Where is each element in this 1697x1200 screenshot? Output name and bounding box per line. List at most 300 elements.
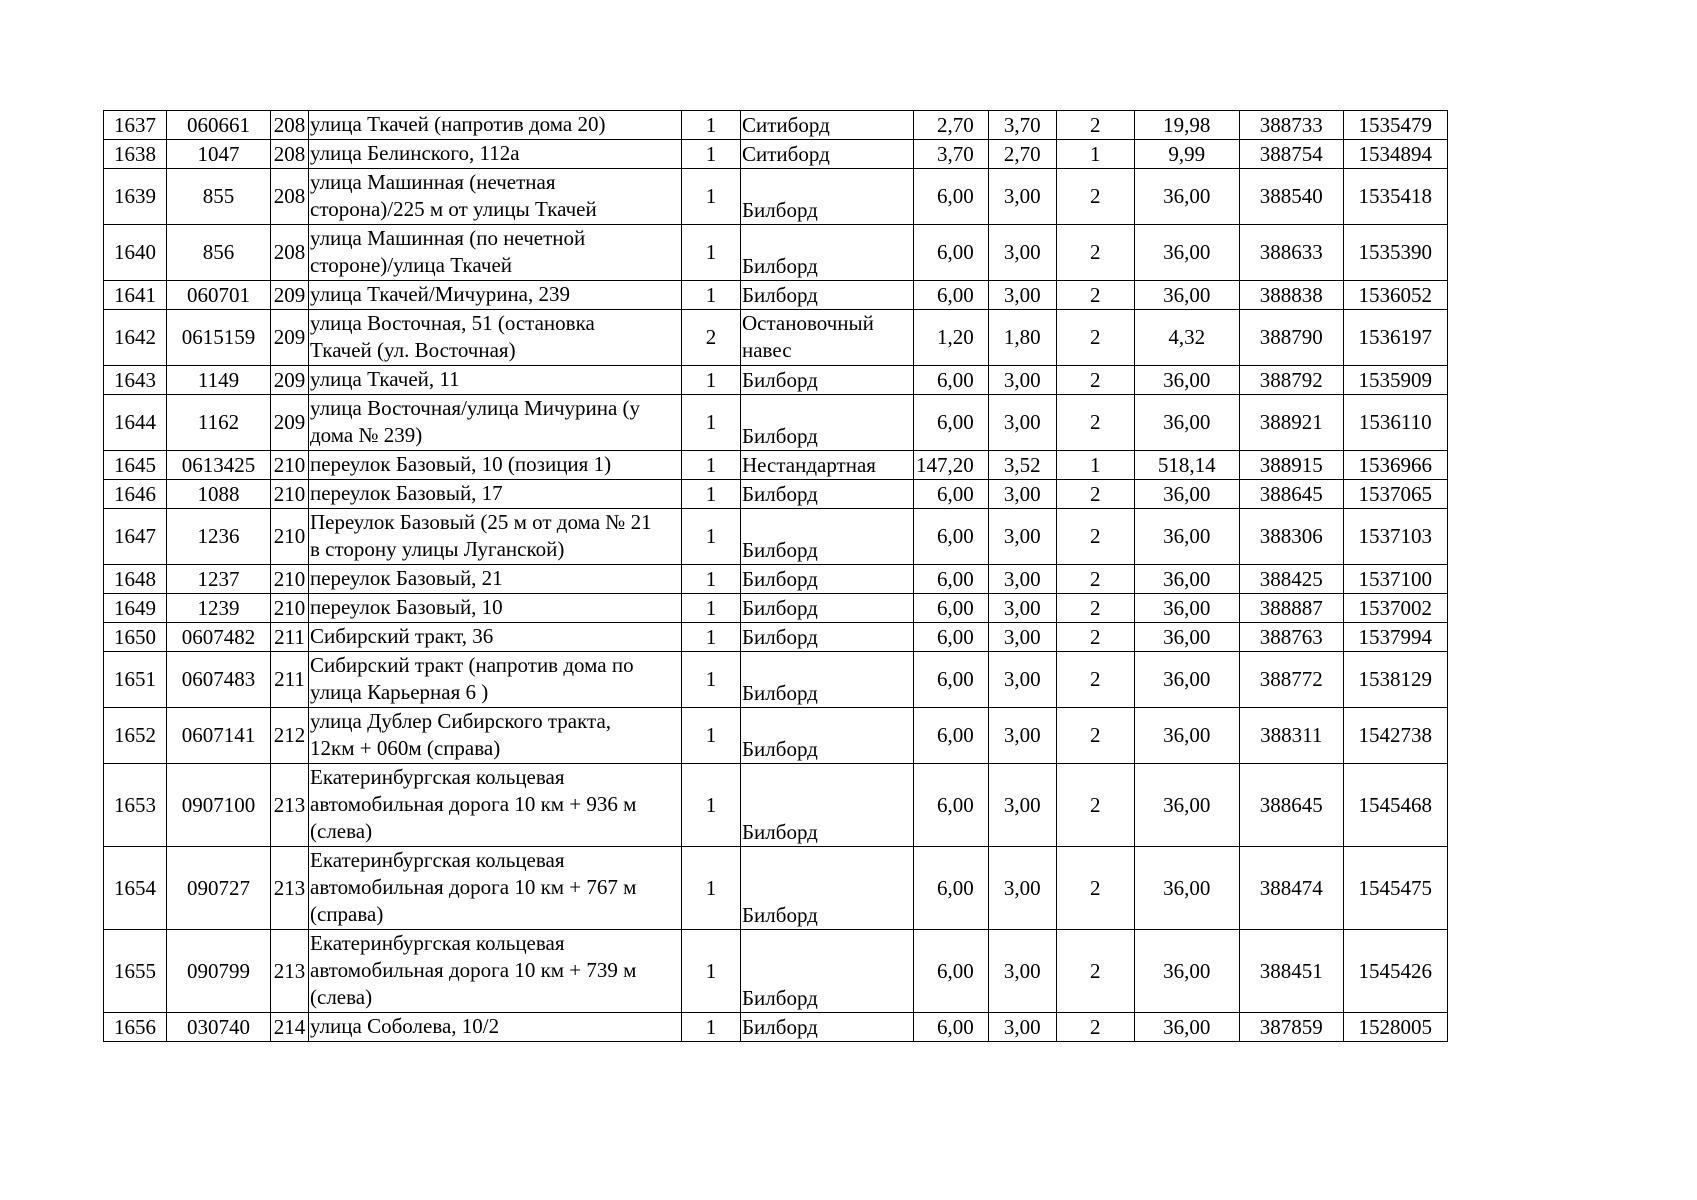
advertising-structures-table: [103, 110, 1448, 1042]
area-cell: 36,00: [1134, 169, 1239, 225]
address-line: автомобильная дорога 10 км + 767 м: [310, 875, 637, 899]
address-cell: [309, 225, 682, 281]
row-number-cell: 1640: [104, 225, 167, 281]
height-cell: 3,00: [988, 652, 1056, 708]
coord-y-cell: 1534894: [1343, 140, 1447, 169]
width-cell: 6,00: [914, 395, 989, 451]
structure-code-cell: 0907100: [167, 764, 271, 847]
row-number-cell: 1644: [104, 395, 167, 451]
sides-count-cell: 1: [682, 708, 741, 764]
area-cell: 36,00: [1134, 366, 1239, 395]
coord-x-cell: 388792: [1239, 366, 1343, 395]
address-line: автомобильная дорога 10 км + 739 м: [310, 958, 637, 982]
coord-x-cell: 388311: [1239, 708, 1343, 764]
coord-y-cell: 1536110: [1343, 395, 1447, 451]
address-line: Ткачей (ул. Восточная): [310, 338, 516, 362]
structure-code-cell: 090727: [167, 847, 271, 930]
width-cell: 6,00: [914, 509, 989, 565]
table-body: [104, 111, 1448, 1042]
coord-x-cell: 388754: [1239, 140, 1343, 169]
structure-type-cell: [741, 764, 914, 847]
sides-count-cell: 1: [682, 395, 741, 451]
area-cell: 36,00: [1134, 847, 1239, 930]
zone-number-cell: 212: [271, 708, 309, 764]
table-row: [104, 366, 1448, 395]
zone-number-cell: 209: [271, 310, 309, 366]
structure-type-line: Ситиборд: [742, 142, 830, 166]
structure-type-cell: [741, 480, 914, 509]
structure-code-cell: 856: [167, 225, 271, 281]
address-cell: [309, 623, 682, 652]
sides-count-cell: 1: [682, 480, 741, 509]
table-row: [104, 847, 1448, 930]
table-row: [104, 930, 1448, 1013]
structure-type-cell: [741, 623, 914, 652]
sides-count-cell: 1: [682, 565, 741, 594]
zone-number-cell: 208: [271, 225, 309, 281]
coord-y-cell: 1545475: [1343, 847, 1447, 930]
row-number-cell: 1647: [104, 509, 167, 565]
coord-y-cell: 1537002: [1343, 594, 1447, 623]
sides-count-cell: 1: [682, 1013, 741, 1042]
structure-type-cell: [741, 594, 914, 623]
area-cell: 36,00: [1134, 281, 1239, 310]
width-cell: 2,70: [914, 111, 989, 140]
height-cell: 3,70: [988, 111, 1056, 140]
coord-x-cell: 388921: [1239, 395, 1343, 451]
zone-number-cell: 209: [271, 281, 309, 310]
structure-type-cell: [741, 169, 914, 225]
structure-type-cell: [741, 111, 914, 140]
address-line: улица Восточная/улица Мичурина (у: [310, 396, 641, 420]
structure-type-cell: [741, 225, 914, 281]
width-cell: 6,00: [914, 366, 989, 395]
area-cell: 36,00: [1134, 1013, 1239, 1042]
row-number-cell: 1645: [104, 451, 167, 480]
structure-type-line: Ситиборд: [742, 113, 830, 137]
height-cell: 3,00: [988, 1013, 1056, 1042]
address-line: переулок Базовый, 10: [310, 595, 503, 619]
address-line: Екатеринбургская кольцевая: [310, 765, 565, 789]
area-cell: 36,00: [1134, 764, 1239, 847]
coord-y-cell: 1528005: [1343, 1013, 1447, 1042]
structure-type-cell: [741, 281, 914, 310]
table-row: [104, 140, 1448, 169]
faces-cell: 2: [1056, 764, 1134, 847]
row-number-cell: 1656: [104, 1013, 167, 1042]
area-cell: 36,00: [1134, 623, 1239, 652]
coord-y-cell: 1535479: [1343, 111, 1447, 140]
coord-x-cell: 388838: [1239, 281, 1343, 310]
structure-type-cell: [741, 509, 914, 565]
structure-code-cell: 855: [167, 169, 271, 225]
structure-code-cell: 0607482: [167, 623, 271, 652]
address-line: улица Восточная, 51 (остановка: [310, 311, 595, 335]
faces-cell: 2: [1056, 594, 1134, 623]
zone-number-cell: 210: [271, 565, 309, 594]
faces-cell: 2: [1056, 565, 1134, 594]
faces-cell: 2: [1056, 310, 1134, 366]
coord-y-cell: 1536966: [1343, 451, 1447, 480]
faces-cell: 2: [1056, 366, 1134, 395]
area-cell: 19,98: [1134, 111, 1239, 140]
structure-code-cell: 1047: [167, 140, 271, 169]
table-row: [104, 111, 1448, 140]
address-line: дома № 239): [310, 423, 423, 447]
address-line: улица Ткачей/Мичурина, 239: [310, 282, 570, 306]
area-cell: 9,99: [1134, 140, 1239, 169]
area-cell: 36,00: [1134, 708, 1239, 764]
structure-code-cell: 060661: [167, 111, 271, 140]
width-cell: 6,00: [914, 565, 989, 594]
structure-type-line: Билборд: [742, 625, 818, 649]
coord-x-cell: 388633: [1239, 225, 1343, 281]
faces-cell: 1: [1056, 451, 1134, 480]
address-line: улица Белинского, 112а: [310, 141, 520, 165]
table-row: [104, 281, 1448, 310]
area-cell: 36,00: [1134, 480, 1239, 509]
table-row: [104, 708, 1448, 764]
height-cell: 3,00: [988, 847, 1056, 930]
zone-number-cell: 213: [271, 847, 309, 930]
row-number-cell: 1648: [104, 565, 167, 594]
structure-type-line: Билборд: [742, 424, 818, 448]
faces-cell: 2: [1056, 111, 1134, 140]
zone-number-cell: 209: [271, 395, 309, 451]
structure-type-line: Билборд: [742, 567, 818, 591]
zone-number-cell: 213: [271, 930, 309, 1013]
row-number-cell: 1638: [104, 140, 167, 169]
row-number-cell: 1641: [104, 281, 167, 310]
sides-count-cell: 1: [682, 366, 741, 395]
table-row: [104, 1013, 1448, 1042]
structure-type-line: Билборд: [742, 198, 818, 222]
width-cell: 6,00: [914, 281, 989, 310]
sides-count-cell: 1: [682, 111, 741, 140]
row-number-cell: 1642: [104, 310, 167, 366]
structure-type-cell: [741, 1013, 914, 1042]
sides-count-cell: 1: [682, 140, 741, 169]
structure-type-cell: [741, 930, 914, 1013]
coord-y-cell: 1535909: [1343, 366, 1447, 395]
sides-count-cell: 1: [682, 225, 741, 281]
address-line: стороне)/улица Ткачей: [310, 253, 513, 277]
coord-y-cell: 1536197: [1343, 310, 1447, 366]
height-cell: 3,00: [988, 395, 1056, 451]
area-cell: 36,00: [1134, 594, 1239, 623]
structure-type-cell: [741, 451, 914, 480]
area-cell: 36,00: [1134, 565, 1239, 594]
structure-code-cell: 1237: [167, 565, 271, 594]
address-cell: [309, 565, 682, 594]
width-cell: 3,70: [914, 140, 989, 169]
structure-code-cell: 0607141: [167, 708, 271, 764]
width-cell: 6,00: [914, 652, 989, 708]
coord-y-cell: 1537994: [1343, 623, 1447, 652]
address-line: сторона)/225 м от улицы Ткачей: [310, 197, 597, 221]
address-line: в сторону улицы Луганской): [310, 537, 565, 561]
sides-count-cell: 1: [682, 764, 741, 847]
structure-type-cell: [741, 652, 914, 708]
width-cell: 1,20: [914, 310, 989, 366]
structure-type-cell: [741, 565, 914, 594]
table-row: [104, 310, 1448, 366]
address-line: Сибирский тракт (напротив дома по: [310, 653, 634, 677]
height-cell: 3,00: [988, 366, 1056, 395]
coord-y-cell: 1537065: [1343, 480, 1447, 509]
faces-cell: 2: [1056, 480, 1134, 509]
address-cell: [309, 930, 682, 1013]
height-cell: 3,00: [988, 225, 1056, 281]
coord-y-cell: 1536052: [1343, 281, 1447, 310]
address-line: улица Ткачей, 11: [310, 367, 460, 391]
structure-code-cell: 090799: [167, 930, 271, 1013]
faces-cell: 2: [1056, 708, 1134, 764]
structure-type-cell: [741, 366, 914, 395]
structure-type-line: Билборд: [742, 986, 818, 1010]
row-number-cell: 1643: [104, 366, 167, 395]
address-cell: [309, 708, 682, 764]
width-cell: 6,00: [914, 930, 989, 1013]
height-cell: 3,52: [988, 451, 1056, 480]
area-cell: 4,32: [1134, 310, 1239, 366]
faces-cell: 1: [1056, 140, 1134, 169]
zone-number-cell: 208: [271, 140, 309, 169]
area-cell: 36,00: [1134, 225, 1239, 281]
address-line: переулок Базовый, 17: [310, 481, 503, 505]
sides-count-cell: 1: [682, 451, 741, 480]
address-line: улица Машинная (по нечетной: [310, 226, 586, 250]
address-line: (слева): [310, 985, 373, 1009]
sides-count-cell: 1: [682, 509, 741, 565]
coord-y-cell: 1535390: [1343, 225, 1447, 281]
width-cell: 6,00: [914, 623, 989, 652]
coord-y-cell: 1545426: [1343, 930, 1447, 1013]
faces-cell: 2: [1056, 847, 1134, 930]
address-line: 12км + 060м (справа): [310, 736, 501, 760]
address-cell: [309, 140, 682, 169]
address-cell: [309, 764, 682, 847]
address-line: автомобильная дорога 10 км + 936 м: [310, 792, 637, 816]
address-line: улица Карьерная 6 ): [310, 680, 489, 704]
table-row: [104, 169, 1448, 225]
structure-type-line: Билборд: [742, 254, 818, 278]
address-line: переулок Базовый, 10 (позиция 1): [310, 452, 612, 476]
address-line: Екатеринбургская кольцевая: [310, 931, 565, 955]
faces-cell: 2: [1056, 652, 1134, 708]
zone-number-cell: 211: [271, 652, 309, 708]
structure-type-line: навес: [742, 338, 792, 362]
sides-count-cell: 1: [682, 623, 741, 652]
structure-type-cell: [741, 140, 914, 169]
height-cell: 3,00: [988, 930, 1056, 1013]
faces-cell: 2: [1056, 169, 1134, 225]
sides-count-cell: 1: [682, 652, 741, 708]
height-cell: 3,00: [988, 594, 1056, 623]
table-row: [104, 480, 1448, 509]
address-cell: [309, 509, 682, 565]
zone-number-cell: 210: [271, 451, 309, 480]
coord-x-cell: 388645: [1239, 764, 1343, 847]
address-line: Екатеринбургская кольцевая: [310, 848, 565, 872]
structure-type-line: Билборд: [742, 283, 818, 307]
height-cell: 3,00: [988, 708, 1056, 764]
structure-type-line: Билборд: [742, 737, 818, 761]
faces-cell: 2: [1056, 930, 1134, 1013]
coord-y-cell: 1537100: [1343, 565, 1447, 594]
structure-type-line: Билборд: [742, 596, 818, 620]
height-cell: 2,70: [988, 140, 1056, 169]
width-cell: 6,00: [914, 1013, 989, 1042]
coord-y-cell: 1535418: [1343, 169, 1447, 225]
address-cell: [309, 480, 682, 509]
zone-number-cell: 210: [271, 509, 309, 565]
address-line: переулок Базовый, 21: [310, 566, 503, 590]
address-cell: [309, 169, 682, 225]
address-cell: [309, 847, 682, 930]
address-cell: [309, 652, 682, 708]
area-cell: 518,14: [1134, 451, 1239, 480]
table-row: [104, 509, 1448, 565]
table-row: [104, 764, 1448, 847]
coord-x-cell: 388915: [1239, 451, 1343, 480]
coord-x-cell: 388645: [1239, 480, 1343, 509]
coord-x-cell: 388887: [1239, 594, 1343, 623]
table-row: [104, 623, 1448, 652]
structure-type-line: Билборд: [742, 1015, 818, 1039]
coord-x-cell: 388474: [1239, 847, 1343, 930]
row-number-cell: 1639: [104, 169, 167, 225]
structure-code-cell: 030740: [167, 1013, 271, 1042]
area-cell: 36,00: [1134, 395, 1239, 451]
width-cell: 6,00: [914, 708, 989, 764]
structure-code-cell: 0613425: [167, 451, 271, 480]
width-cell: 6,00: [914, 847, 989, 930]
structure-type-cell: [741, 847, 914, 930]
structure-type-cell: [741, 395, 914, 451]
address-cell: [309, 111, 682, 140]
structure-code-cell: 1162: [167, 395, 271, 451]
address-cell: [309, 594, 682, 623]
faces-cell: 2: [1056, 281, 1134, 310]
coord-x-cell: 388306: [1239, 509, 1343, 565]
width-cell: 6,00: [914, 480, 989, 509]
structure-type-line: Билборд: [742, 538, 818, 562]
coord-y-cell: 1538129: [1343, 652, 1447, 708]
faces-cell: 2: [1056, 395, 1134, 451]
structure-type-line: Билборд: [742, 903, 818, 927]
address-line: (слева): [310, 819, 373, 843]
faces-cell: 2: [1056, 509, 1134, 565]
coord-x-cell: 388763: [1239, 623, 1343, 652]
height-cell: 3,00: [988, 169, 1056, 225]
structure-type-line: Остановочный: [742, 311, 874, 335]
address-line: улица Соболева, 10/2: [310, 1014, 500, 1038]
height-cell: 1,80: [988, 310, 1056, 366]
coord-x-cell: 388425: [1239, 565, 1343, 594]
height-cell: 3,00: [988, 764, 1056, 847]
structure-code-cell: 060701: [167, 281, 271, 310]
table-row: [104, 652, 1448, 708]
structure-code-cell: 1088: [167, 480, 271, 509]
sides-count-cell: 1: [682, 169, 741, 225]
address-line: (справа): [310, 902, 384, 926]
coord-x-cell: 387859: [1239, 1013, 1343, 1042]
structure-type-line: Билборд: [742, 820, 818, 844]
zone-number-cell: 214: [271, 1013, 309, 1042]
faces-cell: 2: [1056, 623, 1134, 652]
zone-number-cell: 211: [271, 623, 309, 652]
row-number-cell: 1646: [104, 480, 167, 509]
row-number-cell: 1652: [104, 708, 167, 764]
table-row: [104, 451, 1448, 480]
height-cell: 3,00: [988, 480, 1056, 509]
coord-x-cell: 388733: [1239, 111, 1343, 140]
structure-type-cell: [741, 708, 914, 764]
coord-x-cell: 388540: [1239, 169, 1343, 225]
address-cell: [309, 310, 682, 366]
structure-code-cell: 1239: [167, 594, 271, 623]
zone-number-cell: 210: [271, 594, 309, 623]
width-cell: 6,00: [914, 225, 989, 281]
area-cell: 36,00: [1134, 509, 1239, 565]
row-number-cell: 1655: [104, 930, 167, 1013]
coord-y-cell: 1537103: [1343, 509, 1447, 565]
sides-count-cell: 1: [682, 930, 741, 1013]
structure-type-line: Нестандартная: [742, 453, 876, 477]
table-row: [104, 565, 1448, 594]
zone-number-cell: 213: [271, 764, 309, 847]
address-cell: [309, 366, 682, 395]
structure-type-cell: [741, 310, 914, 366]
zone-number-cell: 209: [271, 366, 309, 395]
width-cell: 147,20: [914, 451, 989, 480]
width-cell: 6,00: [914, 764, 989, 847]
row-number-cell: 1649: [104, 594, 167, 623]
zone-number-cell: 208: [271, 169, 309, 225]
address-line: Сибирский тракт, 36: [310, 624, 494, 648]
structure-code-cell: 0607483: [167, 652, 271, 708]
area-cell: 36,00: [1134, 930, 1239, 1013]
structure-type-line: Билборд: [742, 482, 818, 506]
area-cell: 36,00: [1134, 652, 1239, 708]
sides-count-cell: 1: [682, 594, 741, 623]
row-number-cell: 1650: [104, 623, 167, 652]
height-cell: 3,00: [988, 623, 1056, 652]
coord-y-cell: 1545468: [1343, 764, 1447, 847]
table-row: [104, 225, 1448, 281]
address-line: улица Ткачей (напротив дома 20): [310, 112, 606, 136]
table-row: [104, 594, 1448, 623]
faces-cell: 2: [1056, 225, 1134, 281]
zone-number-cell: 210: [271, 480, 309, 509]
address-line: Переулок Базовый (25 м от дома № 21: [310, 510, 652, 534]
coord-x-cell: 388451: [1239, 930, 1343, 1013]
sides-count-cell: 1: [682, 281, 741, 310]
address-cell: [309, 1013, 682, 1042]
row-number-cell: 1654: [104, 847, 167, 930]
row-number-cell: 1653: [104, 764, 167, 847]
height-cell: 3,00: [988, 281, 1056, 310]
sides-count-cell: 1: [682, 847, 741, 930]
height-cell: 3,00: [988, 509, 1056, 565]
coord-x-cell: 388790: [1239, 310, 1343, 366]
table-row: [104, 395, 1448, 451]
structure-code-cell: 1236: [167, 509, 271, 565]
width-cell: 6,00: [914, 594, 989, 623]
sides-count-cell: 2: [682, 310, 741, 366]
address-cell: [309, 451, 682, 480]
